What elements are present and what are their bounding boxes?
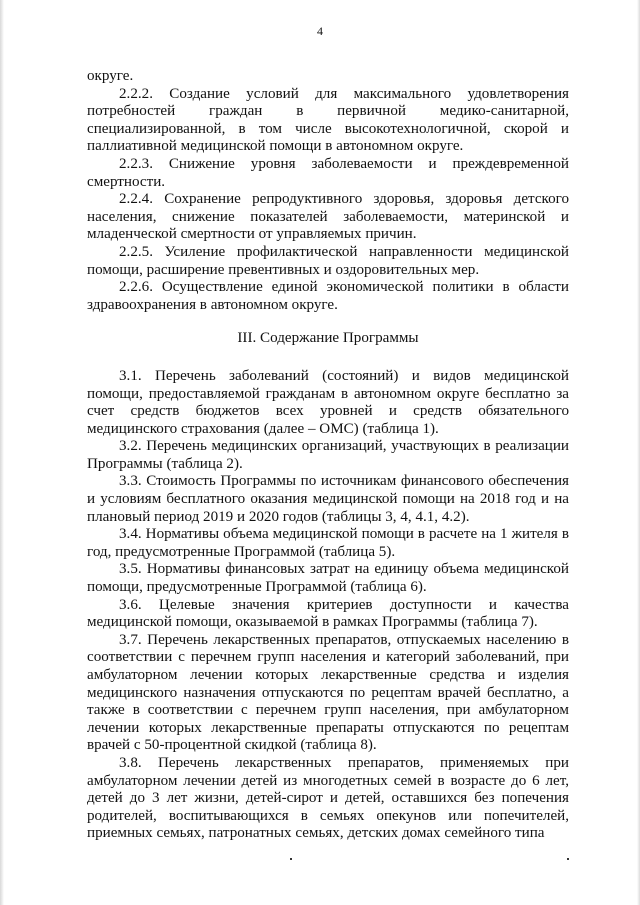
paragraph-3-8: 3.8. Перечень лекарственных препаратов, применяемых при амбулаторном лечении детей из многодетных семей в возрасте до 6 лет, детей до 3 лет жизни, детей-сирот и детей, оставшихся без попечения родителей, воспитывающихся в семьях опекунов или попечителей, приемных семьях, патронатных семьях, детских домах семейного типа [87,754,569,842]
paragraph-3-1: 3.1. Перечень заболеваний (состояний) и видов медицинской помощи, предоставляемой гражданам в автономном округе бесплатно за счет средств бюджетов всех уровней и средств обязательного медицинского страхования (далее – ОМС) (таблица 1). [87,367,569,437]
section-heading: III. Содержание Программы [237,330,419,347]
paragraph-2-2-5: 2.2.5. Усиление профилактической направленности медицинской помощи, расширение превентивных и оздоровительных мер. [87,243,569,278]
paragraph-3-7: 3.7. Перечень лекарственных препаратов, отпускаемых населению в соответствии с перечнем групп населения и категорий заболеваний, при амбулаторном лечении которых лекарственные средства и изделия медицинского назначения отпускаются по рецептам врачей бесплатно, а также в соответствии с перечнем групп населения, при амбулаторном лечении которых лекарственные препараты отпускаются по рецептам врачей с 50-процентной скидкой (таблица 8). [87,631,569,754]
page-number: 4 [317,24,323,38]
paragraph-3-2: 3.2. Перечень медицинских организаций, участвующих в реализации Программы (таблица 2). [87,438,569,472]
paragraph-3-5: 3.5. Нормативы финансовых затрат на единицу объема медицинской помощи, предусмотренные Программой (таблица 6). [87,561,569,596]
scan-dot [290,858,292,860]
paragraph-continuation: округе. [87,68,134,84]
scan-edge-left [0,0,4,905]
paragraph-3-4: 3.4. Нормативы объема медицинской помощи в расчете на 1 жителя в год, предусмотренные Программой (таблица 5). [87,526,569,560]
paragraph-2-2-3: 2.2.3. Снижение уровня заболеваемости и преждевременной смертности. [87,155,569,190]
paragraph-3-3: 3.3. Стоимость Программы по источникам финансового обеспечения и условиям бесплатного оказания медицинской помощи на 2018 год и на плановый период 2019 и 2020 годов (таблицы 3, 4, 4.1, 4.2). [87,473,569,525]
paragraph-3-6: 3.6. Целевые значения критериев доступности и качества медицинской помощи, оказываемой в рамках Программы (таблица 7). [87,596,569,631]
paragraph-2-2-4: 2.2.4. Сохранение репродуктивного здоровья, здоровья детского населения, снижение показателей заболеваемости, материнской и младенческой смертности от управляемых причин. [87,191,569,243]
scan-marks [0,858,640,868]
scan-dot [567,858,569,860]
paragraph-2-2-2: 2.2.2. Создание условий для максимального удовлетворения потребностей граждан в первичной медико-санитарной, специализированной, в том числе высокотехнологичной, скорой и паллиативной медицинской помощи в автономном округе. [87,85,569,155]
paragraph-2-2-6: 2.2.6. Осуществление единой экономической политики в области здравоохранения в автономном округе. [87,279,569,313]
document-body [87,68,569,843]
